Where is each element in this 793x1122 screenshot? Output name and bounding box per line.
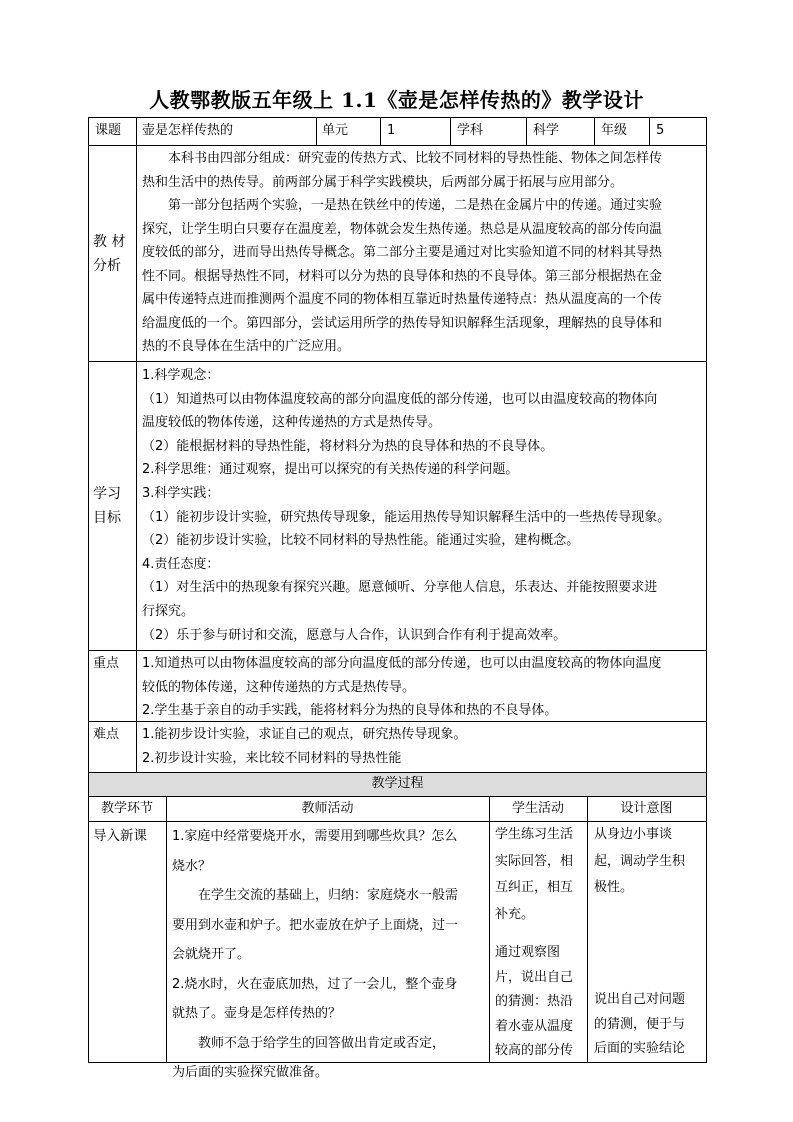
teacher-activity-line: 2.烧水时，火在壶底加热，过了一会儿，整个壶身 bbox=[172, 976, 458, 992]
analysis-line: 度较低的部分，进而导出热传导概念。第二部分主要是通过对比实验知道不同的材料其导热 bbox=[142, 245, 663, 260]
student-activity-line: 学生练习生活 bbox=[495, 827, 574, 842]
difficulties-text bbox=[142, 723, 466, 770]
difficulty-line: 2.初步设计实验，来比较不同材料的导热性能 bbox=[142, 750, 402, 766]
analysis-line: 热的不良导体在生活中的广泛应用。 bbox=[142, 339, 351, 354]
objective-line: （2）能根据材料的导热性能，将材料分为热的良导体和热的不良导体。 bbox=[142, 438, 554, 454]
grade-label: 年级 bbox=[601, 123, 628, 138]
student-activity-line: 片，说出自己 bbox=[495, 969, 574, 985]
stage-cell: 导入新课 bbox=[93, 828, 147, 844]
design-intent-line: 后面的实验结论 bbox=[594, 1041, 686, 1056]
analysis-line: 探究，让学生明白只要存在温度差，物体就会发生热传递。热总是从温度较高的部分传向温 bbox=[142, 221, 663, 237]
col-intent-header: 设计意图 bbox=[620, 801, 673, 816]
analysis-line: 第一部分包括两个实验，一是热在铁丝中的传递，二是热在金属片中的传递。通过实验 bbox=[142, 198, 663, 213]
objective-line: 2.科学思维：通过观察，提出可以探究的有关热传递的科学问题。 bbox=[142, 462, 519, 478]
objective-line: 3.科学实践： bbox=[142, 485, 220, 501]
key-point-line: 1.知道热可以由物体温度较高的部分向温度低的部分传递，也可以由温度较高的物体向温度 bbox=[142, 656, 662, 671]
col-stage-header: 教学环节 bbox=[100, 801, 153, 816]
col-teacher-header: 教师活动 bbox=[301, 801, 354, 816]
analysis-text bbox=[142, 147, 662, 359]
objective-line: 行探究。 bbox=[142, 603, 195, 619]
teacher-activity-line: 教师不急于给学生的回答做出肯定或否定， bbox=[172, 1035, 446, 1051]
student-activity-line: 的猜测：热沿 bbox=[495, 994, 574, 1009]
objective-line: （1）知道热可以由物体温度较高的部分向温度低的部分传递，也可以由温度较高的物体向 bbox=[142, 391, 658, 407]
objective-line: （2）能初步设计实验，比较不同材料的导热性能。能通过实验，建构概念。 bbox=[142, 533, 580, 549]
student-activity-line: 通过观察图 bbox=[495, 945, 561, 960]
grade-value: 5 bbox=[656, 123, 665, 138]
student-activity-line: 补充。 bbox=[495, 906, 535, 922]
subject-value: 科学 bbox=[533, 123, 560, 138]
objective-line: 1.科学观念： bbox=[142, 368, 220, 383]
teacher-activity-line: 为后面的实验探究做准备。 bbox=[172, 1065, 329, 1080]
lesson-value: 壶是怎样传热的 bbox=[142, 123, 234, 138]
subject-label: 学科 bbox=[457, 123, 484, 138]
key-points-label: 重点 bbox=[93, 656, 120, 671]
objective-line: （1）能初步设计实验，研究热传导现象，能运用热传导知识解释生活中的一些热传导现象。 bbox=[142, 509, 671, 525]
key-point-line: 2.学生基于亲自的动手实践，能将材料分为热的良导体和热的不良导体。 bbox=[142, 703, 558, 718]
key-points-text bbox=[142, 652, 661, 723]
analysis-line: 给温度低的一个。第四部分，尝试运用所学的热传导知识解释生活现象，理解热的良导体和 bbox=[142, 315, 663, 331]
objective-line: （2）乐于参与研讨和交流，愿意与人合作，认识到合作有利于提高效率。 bbox=[142, 627, 567, 643]
student-activity-line: 实际回答，相 bbox=[495, 853, 574, 869]
lesson-label: 课题 bbox=[95, 123, 122, 138]
unit-label: 单元 bbox=[322, 123, 349, 138]
objective-line: 温度较低的物体传递，这种传递热的方式是热传导。 bbox=[142, 415, 442, 431]
analysis-line: 本科书由四部分组成：研究壶的传热方式、比较不同材料的导热性能、物体之间怎样传 bbox=[142, 151, 663, 166]
design-intent-line: 的猜测，便于与 bbox=[594, 1016, 686, 1032]
difficulty-line: 1.能初步设计实验，求证自己的观点，研究热传导现象。 bbox=[142, 727, 467, 742]
student-activity-text-a bbox=[495, 822, 573, 928]
difficulties-label: 难点 bbox=[93, 727, 120, 742]
student-activity-line: 较高的部分传 bbox=[495, 1043, 574, 1058]
teacher-activity-line: 会就烧开了。 bbox=[172, 947, 251, 962]
design-intent-line: 起，调动学生积 bbox=[594, 853, 686, 869]
teacher-activity-line: 烧水？ bbox=[172, 858, 212, 874]
key-point-line: 较低的物体传递，这种传递热的方式是热传导。 bbox=[142, 679, 416, 695]
design-intent-line: 从身边小事谈 bbox=[594, 827, 673, 842]
student-activity-line: 互纠正，相互 bbox=[495, 880, 574, 895]
student-activity-text-b bbox=[495, 941, 573, 1064]
analysis-line: 性不同。根据导热性不同，材料可以分为热的良导体和热的不良导体。第三部分根据热在金 bbox=[142, 268, 663, 284]
design-intent-text-a bbox=[594, 822, 685, 902]
teacher-activity-line: 要用到水壶和炉子。把水壶放在炉子上面烧，过一 bbox=[172, 917, 459, 933]
objectives-text bbox=[142, 364, 670, 647]
student-activity-line: 着水壶从温度 bbox=[495, 1018, 574, 1034]
teacher-activity-text bbox=[172, 822, 458, 1088]
analysis-line: 热和生活中的热传导。前两部分属于科学实践模块，后两部分属于拓展与应用部分。 bbox=[142, 174, 624, 190]
teacher-activity-line: 1.家庭中经常要烧开水，需要用到哪些炊具？怎么 bbox=[172, 829, 458, 844]
objective-line: （1）对生活中的热现象有探究兴趣。愿意倾听、分享他人信息，乐表达、并能按照要求进 bbox=[142, 580, 658, 596]
col-student-header: 学生活动 bbox=[511, 801, 564, 816]
design-intent-line: 极性。 bbox=[594, 880, 634, 895]
document-title: 人教鄂教版五年级上 1.1《壶是怎样传热的》教学设计 bbox=[149, 88, 644, 112]
process-heading: 教学过程 bbox=[371, 776, 424, 791]
analysis-label: 教 材 分析 bbox=[93, 234, 126, 274]
teacher-activity-line: 就热了。壶身是怎样传热的？ bbox=[172, 1006, 342, 1021]
design-intent-text-b bbox=[594, 988, 685, 1062]
design-intent-line: 说出自己对问题 bbox=[594, 992, 686, 1007]
unit-value: 1 bbox=[387, 123, 396, 138]
objective-line: 4.责任态度： bbox=[142, 556, 220, 572]
teacher-activity-line: 在学生交流的基础上，归纳：家庭烧水一般需 bbox=[172, 888, 459, 903]
analysis-line: 属中传递特点进而推测两个温度不同的物体相互靠近时热量传递特点：热从温度高的一个传 bbox=[142, 292, 663, 307]
objectives-label: 学习 目标 bbox=[93, 486, 121, 526]
